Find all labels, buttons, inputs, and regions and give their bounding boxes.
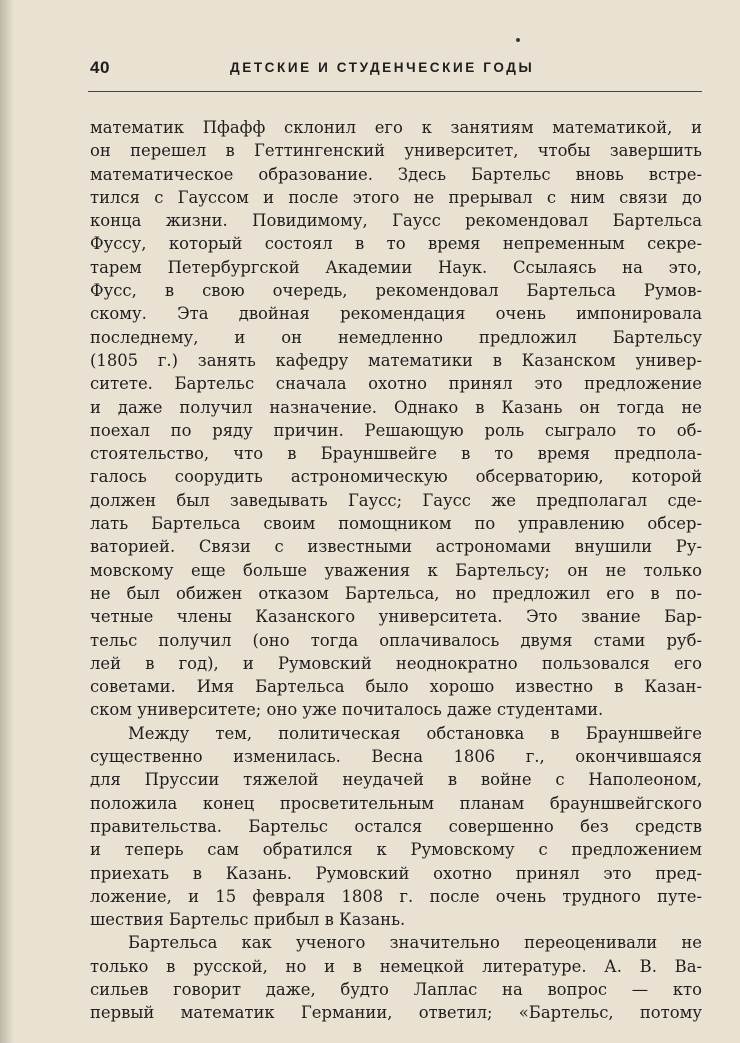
text-line: (1805 г.) занять кафедру математики в Казанском универ- — [90, 350, 702, 370]
header-rule — [88, 91, 702, 92]
page-number: 40 — [90, 58, 110, 77]
text-line: последнему, и он немедленно предложил Бартельсу — [90, 327, 702, 347]
page-edge-shadow — [0, 0, 14, 1043]
running-title: ДЕТСКИЕ И СТУДЕНЧЕСКИЕ ГОДЫ — [230, 60, 535, 75]
text-line: должен был заведывать Гаусс; Гаусс же предполагал сде- — [90, 490, 702, 510]
body-text — [90, 116, 702, 1025]
text-line: первый математик Германии, ответил; «Бартельс, потому — [90, 1003, 702, 1023]
text-line: и теперь сам обратился к Румовскому с предложением — [90, 840, 702, 860]
text-line: галось соорудить астрономическую обсерваторию, которой — [90, 467, 702, 487]
text-line: ском университете; оно уже почиталось даже студентами. — [90, 700, 604, 720]
text-line: математик Пфафф склонил его к занятиям математикой, и — [90, 118, 702, 137]
text-line: он перешел в Геттингенский университет, чтобы завершить — [90, 141, 702, 161]
text-line: математическое образование. Здесь Бартельс вновь встре- — [90, 164, 702, 184]
page-header — [90, 58, 702, 88]
paragraph-start-line: Между тем, политическая обстановка в Брауншвейге — [128, 723, 702, 743]
print-speck — [516, 38, 520, 42]
text-line: и даже получил назначение. Однако в Казань он тогда не — [90, 397, 702, 417]
text-line: сильев говорит даже, будто Лаплас на вопрос — кто — [90, 979, 702, 999]
text-line: не был обижен отказом Бартельса, но предложил его в по- — [90, 583, 702, 603]
text-line: мовскому еще больше уважения к Бартельсу; он не только — [90, 560, 702, 580]
text-line: лать Бартельса своим помощником по управлению обсер- — [90, 514, 702, 534]
text-line: ситете. Бартельс сначала охотно принял это предложение — [90, 374, 702, 394]
text-line: существенно изменилась. Весна 1806 г., окончившаяся — [90, 747, 702, 767]
text-line: правительства. Бартельс остался совершенно без средств — [90, 816, 702, 836]
text-line: Фуссу, который состоял в то время непременным секре- — [90, 234, 702, 254]
text-line: тарем Петербургской Академии Наук. Ссылаясь на это, — [90, 257, 702, 277]
text-line: ваторией. Связи с известными астрономами внушили Ру- — [90, 537, 702, 557]
text-line: лей в год), и Румовский неоднократно пользовался его — [90, 653, 702, 673]
text-line: поехал по ряду причин. Решающую роль сыграло то об- — [90, 420, 702, 440]
text-line: приехать в Казань. Румовский охотно принял это пред- — [90, 863, 702, 883]
text-line: ложение, и 15 февраля 1808 г. после очень трудного путе- — [90, 886, 702, 906]
text-line: тился с Гауссом и после этого не прерывал с ним связи до — [90, 187, 702, 207]
text-line: тельс получил (оно тогда оплачивалось двумя стами руб- — [90, 630, 702, 650]
text-line: советами. Имя Бартельса было хорошо известно в Казан- — [90, 677, 702, 697]
text-line: конца жизни. Повидимому, Гаусс рекомендовал Бартельса — [90, 211, 702, 231]
text-line: для Пруссии тяжелой неудачей в войне с Наполеоном, — [90, 770, 702, 790]
text-line: стоятельство, что в Брауншвейге в то время предпола- — [90, 444, 702, 464]
text-line: положила конец просветительным планам брауншвейгского — [90, 793, 702, 813]
text-line: шествия Бартельс прибыл в Казань. — [90, 910, 406, 930]
text-line: Фусс, в свою очередь, рекомендовал Бартельса Румов- — [90, 281, 702, 301]
paragraph-start-line: Бартельса как ученого значительно переоценивали не — [128, 933, 702, 953]
text-line: скому. Эта двойная рекомендация очень импонировала — [90, 304, 702, 324]
text-line: только в русской, но и в немецкой литературе. А. В. Ва- — [90, 956, 702, 976]
text-line: четные члены Казанского университета. Это звание Бар- — [90, 607, 702, 627]
